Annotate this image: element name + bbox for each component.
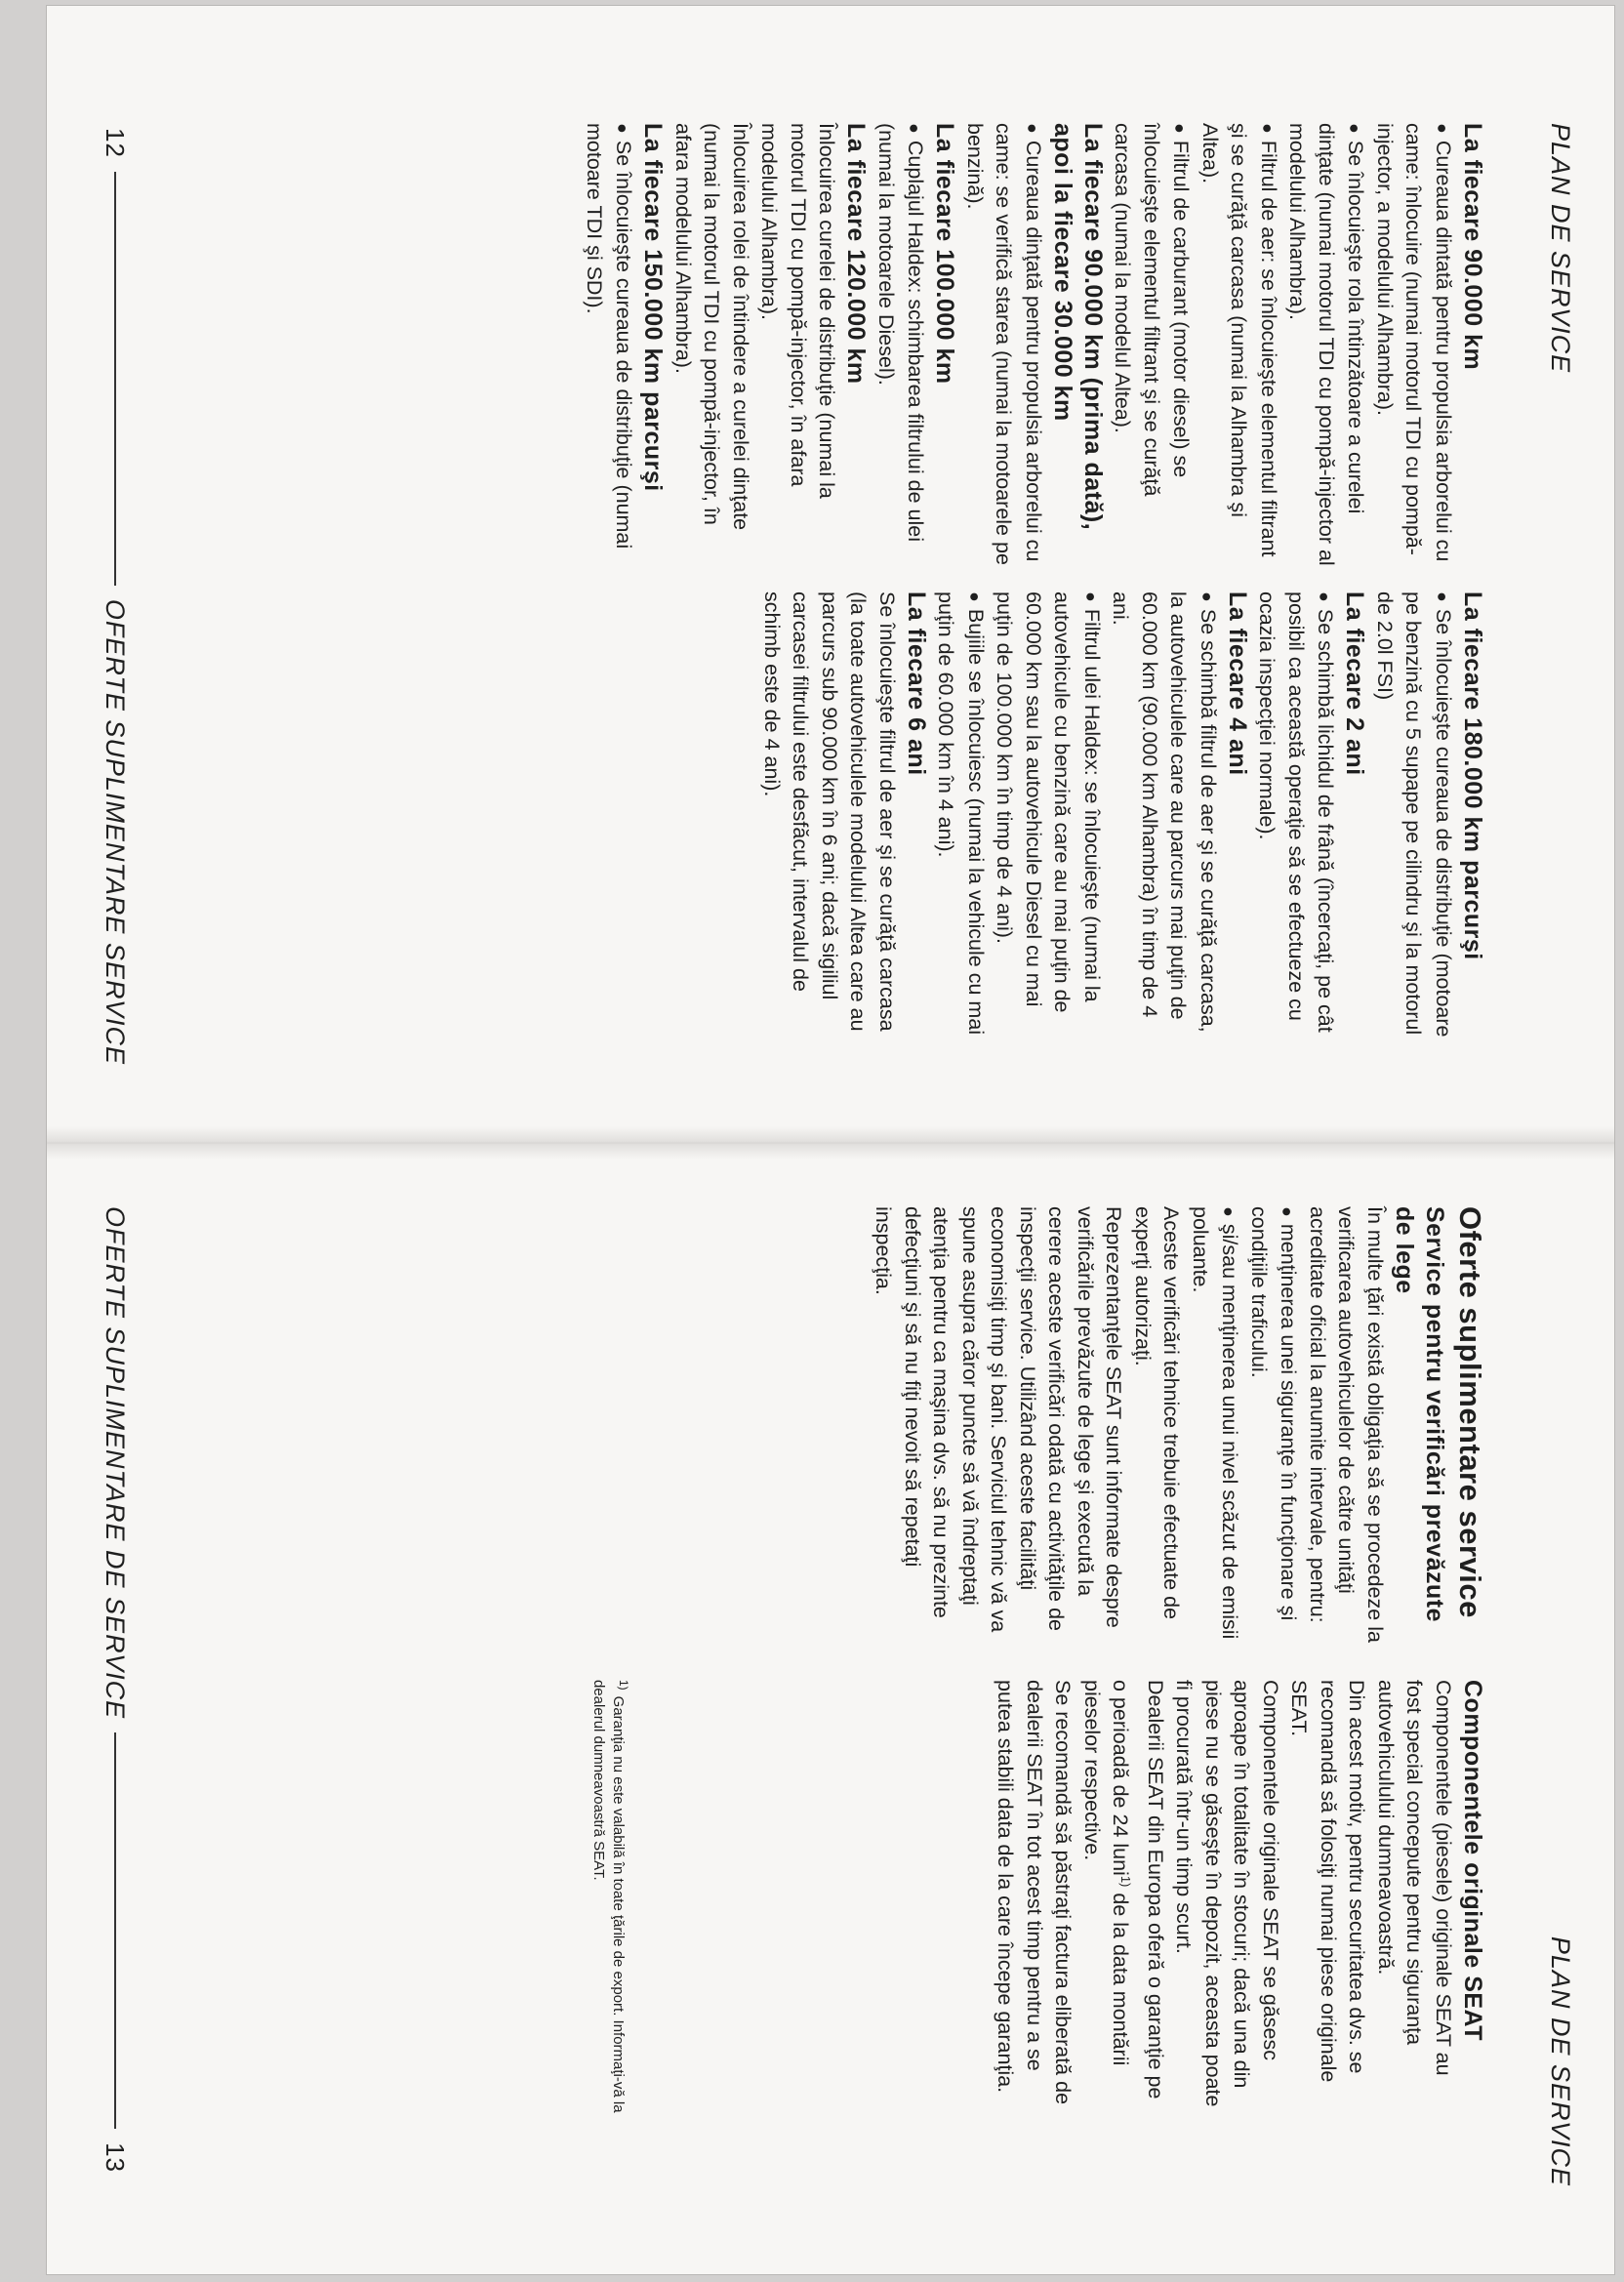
original-parts-p2: Din acest motiv, pentru securitatea dvs. se recomandă să folosiţi numai piese originale SEAT. — [1287, 1680, 1369, 2083]
heading-2-years: La fiecare 2 ani — [1341, 591, 1369, 776]
left-page-number: 12 — [101, 128, 131, 158]
right-column-2 — [991, 1680, 1487, 2114]
right-footer — [96, 1206, 135, 2173]
item-brake-fluid: ● Se schimbă lichidul de frână (încercaţi, pe cât posibil ca această operaţie să se efectueze cu ocazia inspecţiei normale). — [1252, 591, 1340, 1045]
left-footer — [96, 128, 135, 1065]
original-parts-p1: Componentele (piesele) originale SEAT au fost special concepute pentru siguranţa autovehiculului dumneavoastră. — [1374, 1680, 1455, 2076]
footnote — [589, 1680, 633, 2129]
item-safety: ● menţinerea unei siguranţe în funcţionare şi condiţiile traficului. — [1244, 1206, 1303, 1650]
legal-inspection-experts: Aceste verificări tehnice trebuie efectuate de experţi autorizaţi. — [1131, 1206, 1184, 1620]
left-column-1 — [580, 123, 1488, 567]
right-page — [47, 1158, 1614, 2274]
left-footer-title: OFERTE SUPLIMENTARE SERVICE — [101, 598, 131, 1065]
left-page — [47, 6, 1614, 1128]
original-parts-invoice: Se recomandă să păstraţi factura eliberată de dealerii SEAT în tot acest timp pentru a se putea stabili data de la care începe garanţia. — [994, 1680, 1076, 2105]
item-emissions: ● şi/sau menţinerea unui nivel scăzut de emisii poluante. — [1186, 1206, 1244, 1650]
footer-rule — [114, 1732, 116, 2129]
item-90000-timing-belt: ● Cureaua dintată pentru propulsia arborelui cu came: înlocuire (numai motorul TDI cu pompă-injector, a modelului Alhambra). — [1370, 123, 1458, 567]
section-subtitle: Service pentru verificări prevăzute de lege — [1391, 1206, 1448, 1623]
warranty-text-b: de la data montării pieselor respective. — [1079, 1680, 1133, 2066]
footer-rule — [114, 172, 116, 586]
heading-6-years: La fiecare 6 ani — [903, 591, 930, 776]
legal-inspection-intro: În multe ţări există obligaţia să se procedeze la verificarea autovehiculelor de către unităţi acreditate oficial la anumite intervale, pentru: — [1306, 1206, 1387, 1643]
original-parts-heading: Componentele originale SEAT — [1459, 1680, 1486, 2042]
item-belt-check: ● Cureaua dinţată pentru propulsia arborelui cu came: se verifică starea (numai la motoarele pe benzină). — [960, 123, 1048, 567]
right-footer-title: OFERTE SUPLIMENTARE DE SERVICE — [101, 1206, 131, 1720]
footnote-mark: 1) — [617, 1680, 630, 1691]
item-6y-air-filter: Se înlocuieşte filtrul de aer şi se curăţă carcasa (la toate autovehiculele modelului Altea care au parcurs sub 90.000 km în 6 ani; dacă sigiliul carcasei filtrului este desfăcut, intervalul de schimb este de 4 ani). — [760, 591, 899, 1032]
item-4y-haldex: ● Filtrul ulei Haldex: se înlocuieşte (numai la autovehicule cu benzină care au mai puţin de 60.000 km sau la autovehicule Diesel cu mai puţin de 100.000 km în timp de 4 ani). — [990, 591, 1106, 1045]
book-gutter — [47, 1126, 1614, 1160]
item-180000-belt: ● Se înlocuieşte cureaua de distribuţie (motoare pe benzină cu 5 supape pe cilindru şi la motorul de 2.0l FSI) — [1370, 591, 1458, 1045]
right-running-head: PLAN DE SERVICE — [1546, 1936, 1575, 2186]
item-90000-fuel-filter: ● Filtrul de carburant (motor diesel) se înlocuieşte elementul filtrant şi se curăţă carcasa (numai la modelul Altea). — [1108, 123, 1196, 567]
item-90000-tensioner: ● Se înlocuieşte rola întinzătoare a curelei dinţate (numai motorul TDI cu pompă-injector al modelului Alhambra). — [1282, 123, 1370, 567]
item-150000-belt: ● Se înlocuieşte cureaua de distribuţie (numai motoare TDI şi SDI). — [580, 123, 638, 567]
original-parts-warranty — [1076, 1680, 1169, 2114]
right-column-1 — [869, 1206, 1487, 1650]
left-running-head: PLAN DE SERVICE — [1546, 123, 1575, 374]
heading-90000km: La fiecare 90.000 km — [1459, 123, 1486, 371]
left-column-2 — [757, 591, 1488, 1045]
book-spread — [47, 6, 1614, 2274]
item-90000-air-filter: ● Filtrul de aer: se înlocuieşte elementul filtrant şi se curăţă carcasa (numai la Alhambra şi Altea). — [1196, 123, 1283, 567]
footnote-text: Garanţia nu este valabilă în toate ţările de export. Informaţi-vă la dealerul dumneavoastră SEAT. — [590, 1680, 627, 2113]
heading-4-years: La fiecare 4 ani — [1224, 591, 1251, 776]
heading-150000km: La fiecare 150.000 km parcurşi — [639, 123, 668, 492]
heading-100000km: La fiecare 100.000 km — [931, 123, 959, 385]
item-120000-roller: Înlocuirea rolei de întindere a curelei dinţate (numai la motorul TDI cu pompă-injector, în afara modelului Alhambra). — [671, 123, 752, 531]
item-4y-air-filter: ● Se schimbă filtrul de aer şi se curăţă carcasa, la autovehiculele care au parcurs mai puţin de 60.000 km (90.000 km Alhambra) în timp de 4 ani. — [1106, 591, 1222, 1045]
heading-180000km: La fiecare 180.000 km parcurşi — [1459, 591, 1486, 960]
item-120000-belt: Înlocuirea curelei de distribuţie (numai la motorul TDI cu pompă-injector, în afara modelului Alhambra). — [757, 123, 839, 499]
item-haldex-filter: ● Cuplajul Haldex: schimbarea filtrului de ulei (numai la motoarele Diesel). — [872, 123, 930, 567]
original-parts-p3: Componentele originale SEAT se găsesc aproape în totalitate în stocuri; dacă una din piese nu se găseşte în depozit, aceasta poate fi procurată într-un timp scurt. — [1172, 1680, 1282, 2107]
warranty-text-a: Dealerii SEAT din Europa oferă o garanţie pe o perioadă de 24 luni — [1109, 1680, 1167, 2099]
legal-inspection-dealers: Reprezentanţele SEAT sunt informate despre verificările prevăzute de lege şi execută la cerere aceste verificări odată cu activităţile de inspecţii service. Utilizând aceste facilităţi economisiţi timp şi bani. Serviciul tehnic vă va spune asupra căror puncte să vă îndreptaţi atenţia pentru ca maşina dvs. să nu prezinte defecţiuni şi să nu fiţi nevoit să repetaţi inspecţia. — [872, 1206, 1126, 1633]
right-page-number: 13 — [101, 2142, 131, 2173]
footnote-reference: 1) — [1118, 1875, 1134, 1888]
section-title: Oferte suplimentare service — [1453, 1206, 1487, 1618]
item-4y-spark-plugs: ● Bujiile se înlocuiesc (numai la vehicule cu mai puţin de 60.000 km în 4 ani). — [931, 591, 990, 1045]
heading-120000km: La fiecare 120.000 km — [842, 123, 871, 385]
heading-90000-then-30000km: La fiecare 90.000 km (prima dată), apoi la fiecare 30.000 km — [1049, 123, 1107, 531]
